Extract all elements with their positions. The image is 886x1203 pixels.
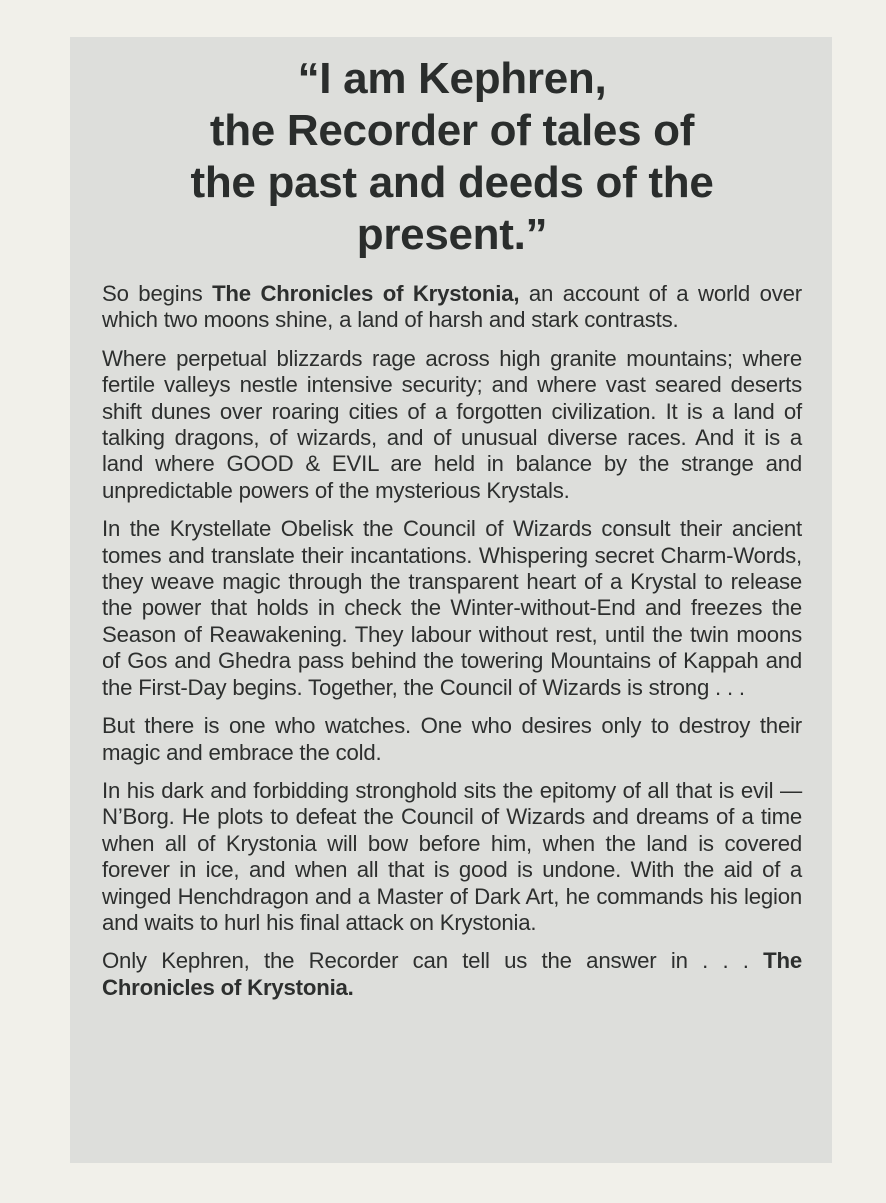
closing-lead-text: Only Kephren, the Recorder can tell us the answer in . . .: [102, 948, 764, 974]
nborg-paragraph: In his dark and forbidding stronghold sits the epitomy of all that is evil — N’Borg. He plots to defeat the Council of Wizards and dreams of a time when all of Krystonia will bow before him, when the land is covered forever in ice, and when all that is good is undone. With the aid of a winged Henchdragon and a Master of Dark Art, he commands his legion and waits to hurl his final attack on Krystonia.: [102, 777, 802, 935]
council-paragraph: In the Krystellate Obelisk the Council of Wizards consult their ancient tomes and translate their incantations. Whispering secret Charm-Words, they weave magic through the transparent heart of a Krystal to release the power that holds in check the Winter-without-End and freezes the Season of Reawakening. They labour without rest, until the twin moons of Gos and Ghedra pass behind the towering Mountains of Kappah and the First-Day begins. Together, the Council of Wizards is strong . . .: [102, 516, 802, 700]
text-panel: [70, 37, 832, 1163]
book-title-bold: The Chronicles of Krystonia.: [102, 948, 802, 1000]
intro-paragraph: [102, 281, 802, 334]
headline-line: the past and deeds of the: [190, 158, 714, 207]
watcher-paragraph: But there is one who watches. One who desires only to destroy their magic and embrace the cold.: [102, 713, 802, 765]
world-description-paragraph: Where perpetual blizzards rage across high granite mountains; where fertile valleys nestle intensive security; and where vast seared deserts shift dunes over roaring cities of a forgotten civilization. It is a land of talking dragons, of wizards, and of unusual diverse races. And it is a land where GOOD & EVIL are held in balance by the strange and unpredictable powers of the mysterious Krystals.: [102, 345, 802, 503]
intro-lead-text: So begins: [102, 281, 213, 306]
headline-line: “I am Kephren,: [297, 54, 607, 103]
headline-line: present.”: [356, 210, 548, 259]
intro-rest-text: an account of a world over which two moons shine, a land of harsh and stark contrasts.: [102, 281, 802, 333]
headline-line: the Recorder of tales of: [209, 106, 695, 155]
headline-quote: [102, 53, 802, 261]
book-title-bold: The Chronicles of Krystonia,: [212, 281, 520, 306]
closing-paragraph: [102, 948, 802, 1001]
